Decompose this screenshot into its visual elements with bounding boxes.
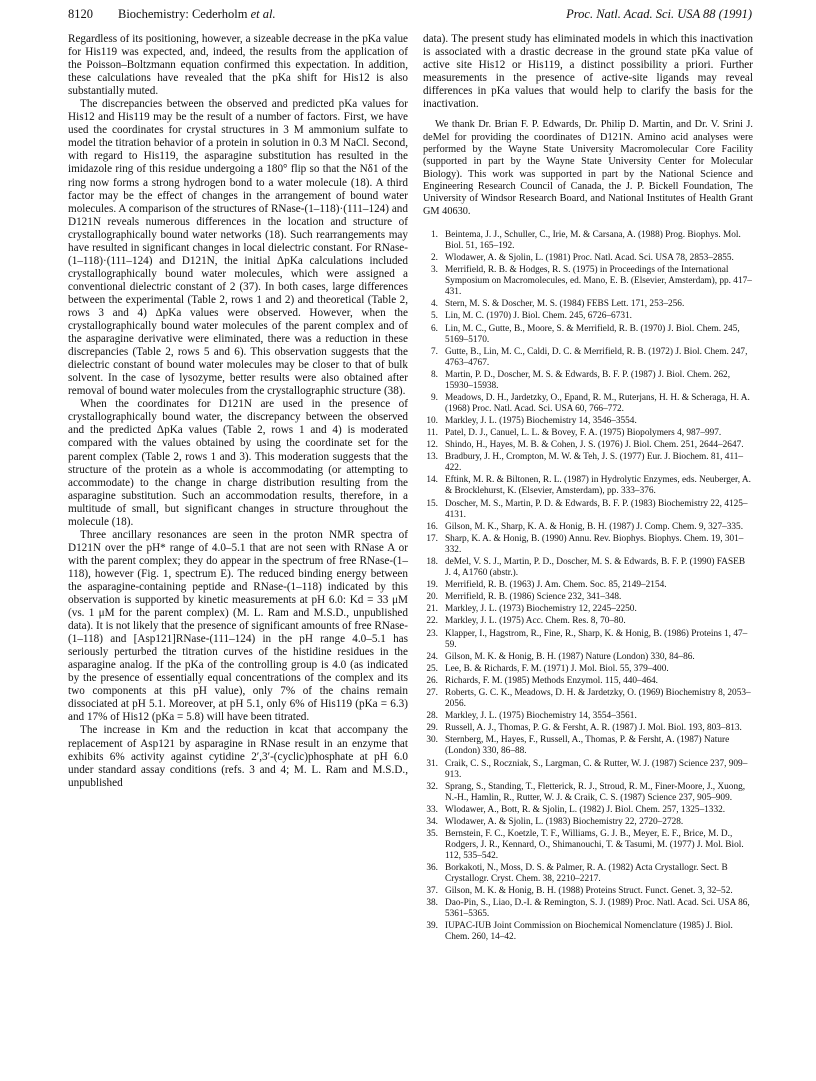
reference-number: 31. [426, 758, 438, 769]
reference-number: 18. [426, 556, 438, 567]
reference-text: Markley, J. L. (1975) Biochemistry 14, 3546–3554. [445, 415, 637, 426]
reference-item [423, 652, 753, 663]
reference-item [423, 499, 753, 521]
reference-text: Sharp, K. A. & Honig, B. (1990) Annu. Rev. Biophys. Biophys. Chem. 19, 301–332. [445, 533, 744, 555]
reference-item [423, 534, 753, 556]
reference-text: Wlodawer, A., Bott, R. & Sjolin, L. (1982) J. Biol. Chem. 257, 1325–1332. [445, 804, 726, 815]
journal-citation: Proc. Natl. Acad. Sci. USA 88 (1991) [566, 7, 752, 21]
reference-text: Klapper, I., Hagstrom, R., Fine, R., Sharp, K. & Honig, B. (1986) Proteins 1, 47–59. [445, 628, 748, 650]
reference-number: 10. [426, 415, 438, 426]
reference-number: 16. [426, 521, 438, 532]
reference-number: 28. [426, 711, 438, 722]
reference-item [423, 629, 753, 651]
left-column [68, 33, 408, 790]
reference-item [423, 311, 753, 322]
reference-text: IUPAC-IUB Joint Commission on Biochemical Nomenclature (1985) J. Biol. Chem. 260, 14–42. [445, 921, 733, 943]
reference-item [423, 370, 753, 392]
reference-text: Lee, B. & Richards, F. M. (1971) J. Mol. Biol. 55, 379–400. [445, 663, 669, 674]
reference-text: Markley, J. L. (1975) Acc. Chem. Res. 8, 70–80. [445, 616, 626, 627]
reference-text: Gilson, M. K. & Honig, B. H. (1987) Nature (London) 330, 84–86. [445, 651, 695, 662]
journal-section [118, 7, 276, 22]
reference-item [423, 863, 753, 885]
reference-item [423, 886, 753, 897]
reference-number: 9. [431, 392, 438, 403]
reference-text: Doscher, M. S., Martin, P. D. & Edwards, B. F. P. (1983) Biochemistry 22, 4125–4131. [445, 498, 748, 520]
reference-item [423, 324, 753, 346]
reference-item [423, 393, 753, 415]
reference-number: 7. [431, 346, 438, 357]
reference-item [423, 230, 753, 252]
reference-item [423, 921, 753, 943]
body-paragraph: The increase in Km and the reduction in kcat that accompany the replacement of Asp121 by asparagine in RNase result in an enzyme that exhibits 6% activity against cytidine 2′,3′-(cyclic)phosphate at pH 6.0 under standard assay conditions (refs. 3 and 4; M. L. Ram and M.S.D., unpublished [68, 724, 408, 789]
page-number: 8120 [68, 7, 93, 21]
reference-number: 24. [426, 651, 438, 662]
reference-text: Merrifield, R. B. & Hodges, R. S. (1975) in Proceedings of the International Symposium on Macromolecules, ed. Mano, E. B. (Elsevier, Amsterdam), pp. 417–431. [445, 265, 752, 298]
journal-author: Biochemistry: Cederholm [118, 7, 248, 21]
body-paragraph-continued: data). The present study has eliminated models in which this inactivation is associated with a drastic decrease in the ground state pKa value of active site His12 or His119, a distinct possibility a priori. Further measurements in the presence of active-site ligands may reveal differences in pKa values that would help to clarify the basis for the inactivation. [423, 33, 753, 111]
reference-number: 19. [426, 580, 438, 590]
reference-number: 29. [426, 723, 438, 734]
reference-text: Shindo, H., Hayes, M. B. & Cohen, J. S. (1976) J. Biol. Chem. 251, 2644–2647. [445, 440, 744, 451]
reference-item [423, 735, 753, 757]
reference-number: 11. [426, 428, 438, 439]
reference-list [423, 230, 753, 943]
reference-item [423, 898, 753, 920]
reference-item [423, 253, 753, 264]
reference-item [423, 805, 753, 816]
reference-number: 22. [426, 616, 438, 627]
reference-text: Lin, M. C. (1970) J. Biol. Chem. 245, 6726–6731. [445, 311, 632, 322]
reference-text: Dao-Pin, S., Liao, D.-I. & Remington, S. J. (1989) Proc. Natl. Acad. Sci. USA 86, 5361–5365. [445, 898, 750, 920]
reference-item [423, 299, 753, 310]
reference-text: Gilson, M. K., Sharp, K. A. & Honig, B. H. (1987) J. Comp. Chem. 9, 327–335. [445, 521, 744, 532]
reference-number: 12. [426, 440, 438, 451]
reference-number: 6. [431, 323, 438, 334]
reference-item [423, 580, 753, 591]
reference-number: 26. [426, 675, 438, 686]
reference-text: Craik, C. S., Roczniak, S., Largman, C. & Rutter, W. J. (1987) Science 237, 909–913. [445, 758, 748, 780]
reference-item [423, 416, 753, 427]
reference-text: Roberts, G. C. K., Meadows, D. H. & Jardetzky, O. (1969) Biochemistry 8, 2053–2056. [445, 688, 751, 710]
reference-item [423, 522, 753, 533]
reference-text: Merrifield, R. B. (1963) J. Am. Chem. Soc. 85, 2149–2154. [445, 580, 667, 590]
body-paragraph: The discrepancies between the observed and predicted pKa values for His12 and His119 may be the result of a number of factors. First, we have used the coordinates for crystal structures in 3 M ammonium sulfate to model the titration behavior of a protein in solution in 0.3 M NaCl. Second, with regard to His119, the asparagine substitution has resulted in the imidazole ring of this residue undergoing a 180° flip so that the Nδ1 of the ring now forms a strong hydrogen bond to a water molecule (18). A third factor may be the effect of changes in the arrangement of bound water molecules. A comparison of the structures of RNase-(1–118)·(111–124) and D121N reveals numerous differences in the location and structure of crystallographically bound water networks (18). Such rearrangements may have resulted in significant changes in local dielectric constant. For RNase-(1–118)·(111–124) and D121N, the initial ΔpKa calculations included crystallographically bound water molecules, which were assigned a conventional dielectric constant of 2 (37). In both cases, large differences between the experimental (Table 2, rows 1 and 2) and theoretical (Table 2, rows 3 and 4) ΔpKa values were observed. However, when the crystallographically bound water molecules of the parent complex and of the asparagine derivative were eliminated, there was a reduction in these discrepancies (Table 2, rows 5 and 6). This observation suggests that the dielectric constant of bound water molecules may be closer to that of bulk solvent. In the case of lysozyme, better results were also obtained after removal of bound water molecules from the crystallographic structure (38). [68, 98, 408, 398]
reference-number: 1. [431, 230, 438, 241]
reference-text: Sprang, S., Standing, T., Fletterick, R. J., Stroud, R. M., Finer-Moore, J., Xuong, N.-H., Hamlin, R., Rutter, W. J. & Craik, C. S. (1987) Science 237, 905–909. [445, 781, 746, 803]
reference-number: 36. [426, 863, 438, 874]
reference-item [423, 265, 753, 298]
reference-text: Richards, F. M. (1985) Methods Enzymol. 115, 440–464. [445, 675, 658, 686]
reference-number: 35. [426, 829, 438, 840]
reference-item [423, 604, 753, 615]
reference-text: Martin, P. D., Doscher, M. S. & Edwards, B. F. P. (1987) J. Biol. Chem. 262, 15930–15938. [445, 369, 731, 391]
journal-etal: et al. [250, 7, 276, 21]
reference-text: Stern, M. S. & Doscher, M. S. (1984) FEBS Lett. 171, 253–256. [445, 299, 685, 310]
reference-number: 27. [426, 688, 438, 699]
reference-item [423, 676, 753, 687]
reference-text: Wlodawer, A. & Sjolin, L. (1983) Biochemistry 22, 2720–2728. [445, 816, 684, 827]
reference-text: Lin, M. C., Gutte, B., Moore, S. & Merrifield, R. B. (1970) J. Biol. Chem. 245, 5169–5170. [445, 323, 740, 345]
reference-text: Gilson, M. K. & Honig, B. H. (1988) Proteins Struct. Funct. Genet. 3, 32–52. [445, 886, 733, 897]
reference-item [423, 782, 753, 804]
reference-number: 14. [426, 475, 438, 486]
reference-number: 34. [426, 816, 438, 827]
reference-number: 13. [426, 452, 438, 463]
reference-item [423, 428, 753, 439]
reference-number: 17. [426, 533, 438, 544]
reference-item [423, 829, 753, 862]
reference-number: 37. [426, 886, 438, 897]
reference-number: 39. [426, 921, 438, 932]
reference-text: Markley, J. L. (1975) Biochemistry 14, 3554–3561. [445, 711, 637, 722]
reference-number: 23. [426, 628, 438, 639]
reference-item [423, 440, 753, 451]
reference-number: 38. [426, 898, 438, 909]
reference-number: 4. [431, 299, 438, 310]
reference-text: Gutte, B., Lin, M. C., Caldi, D. C. & Merrifield, R. B. (1972) J. Biol. Chem. 247, 4763–4767. [445, 346, 748, 368]
reference-number: 25. [426, 663, 438, 674]
reference-text: Beintema, J. J., Schuller, C., Irie, M. & Carsana, A. (1988) Prog. Biophys. Mol. Biol. 51, 165–192. [445, 230, 741, 251]
reference-item [423, 592, 753, 603]
body-paragraph: Three ancillary resonances are seen in the proton NMR spectra of D121N over the pH* range of 4.0–5.1 that are not seen with RNase A or with the parent complex; they do appear in the spectrum of free RNase-(1–118), however (Fig. 1, spectrum E). The reduced binding energy between the asparagine-containing peptide and RNase-(1–118) indicated by this observation is supported by kinetic measurements at pH 6.0: Kd = 33 μM (vs. 1 μM for the parent complex) (M. L. Ram and M.S.D., unpublished data). It is not likely that the presence of significant amounts of free RNase-(1–118) and [Asp121]RNase-(111–124) in the pH range 4.0–5.1 has seriously perturbed the titration curves of the histidine residues in the asparagine analog. If the pKa of the controlling group is 4.0 (as indicated by the presence of essentially equal concentrations of the complex and its two components at this pH value), only 7% of the chains remain dissociated at pH 5.1. Moreover, at pH 5.1, only 6% of His119 (pKa = 6.3) and 17% of His12 (pKa = 5.8) will have been titrated. [68, 528, 408, 724]
reference-text: Patel, D. J., Canuel, L. L. & Bovey, F. A. (1975) Biopolymers 4, 987–997. [445, 428, 722, 439]
body-paragraph: When the coordinates for D121N are used in the presence of crystallographically bound water, the discrepancy between the observed and the predicted ΔpKa values (Table 2, rows 1 and 4) is moderated compared with the values obtained by using the coordinate set for the parent complex (Table 2, rows 1 and 3). This moderation suggests that the structure of the protein as a whole is accommodating (or attempting to accommodate) to the change in charge distribution resulting from the asparagine substitution. Such an accommodation results, therefore, in a multitude of small, but significant changes in structure throughout the molecule (18). [68, 398, 408, 528]
reference-number: 15. [426, 498, 438, 509]
reference-item [423, 475, 753, 497]
reference-text: Markley, J. L. (1973) Biochemistry 12, 2245–2250. [445, 604, 637, 615]
reference-text: Russell, A. J., Thomas, P. G. & Fersht, A. R. (1987) J. Mol. Biol. 193, 803–813. [445, 723, 742, 734]
reference-item [423, 688, 753, 710]
reference-text: Merrifield, R. B. (1986) Science 232, 341–348. [445, 592, 622, 603]
reference-number: 2. [431, 253, 438, 264]
reference-number: 32. [426, 781, 438, 792]
right-column [423, 33, 753, 944]
reference-item [423, 759, 753, 781]
reference-number: 20. [426, 592, 438, 603]
reference-text: Bradbury, J. H., Crompton, M. W. & Teh, J. S. (1977) Eur. J. Biochem. 81, 411–422. [445, 452, 744, 474]
reference-number: 5. [431, 311, 438, 322]
reference-text: Bernstein, F. C., Koetzle, T. F., Williams, G. J. B., Meyer, E. F., Brice, M. D., Rodgers, J. R., Kennard, O., Shimanouchi, T. & Tasumi, M. (1977) J. Mol. Biol. 112, 535–542. [445, 829, 744, 861]
reference-number: 30. [426, 735, 438, 746]
reference-number: 21. [426, 604, 438, 615]
reference-text: Sternberg, M., Hayes, F., Russell, A., Thomas, P. & Fersht, A. (1987) Nature (London) 330, 86–88. [445, 735, 730, 757]
reference-text: Meadows, D. H., Jardetzky, O., Epand, R. M., Ruterjans, H. H. & Scheraga, H. A. (1968) Proc. Natl. Acad. Sci. USA 60, 766–772. [445, 392, 750, 414]
reference-number: 8. [431, 369, 438, 380]
reference-text: Eftink, M. R. & Biltonen, R. L. (1987) in Hydrolytic Enzymes, eds. Neuberger, A. & Brocklehurst, K. (Elsevier, Amsterdam), pp. 333–376. [445, 475, 751, 497]
reference-item [423, 664, 753, 675]
body-paragraph: Regardless of its positioning, however, a sizeable decrease in the pKa value for His119 was expected, and, indeed, the results from the application of the Poisson–Boltzmann equation confirmed this expectation. In addition, these calculations have revealed that the pKa shift for His12 is also substantially muted. [68, 33, 408, 98]
reference-item [423, 616, 753, 627]
reference-text: Borkakoti, N., Moss, D. S. & Palmer, R. A. (1982) Acta Crystallogr. Sect. B Crystallogr. Cryst. Chem. 38, 2210–2217. [445, 863, 728, 885]
reference-item [423, 557, 753, 579]
reference-item [423, 452, 753, 474]
reference-text: deMel, V. S. J., Martin, P. D., Doscher, M. S. & Edwards, B. F. P. (1990) FASEB J. 4, A1760 (abstr.). [445, 556, 746, 578]
reference-item [423, 723, 753, 734]
reference-item [423, 347, 753, 369]
running-header [68, 7, 752, 23]
reference-item [423, 711, 753, 722]
acknowledgments: We thank Dr. Brian F. P. Edwards, Dr. Philip D. Martin, and Dr. V. Srini J. deMel for providing the coordinates of D121N. Amino acid analyses were performed by the Wayne State University Macromolecular Core Facility (supported in part by the Wayne State University Center for Molecular Biology). This work was supported in part by the National Science and Engineering Research Council of Canada, the J. P. Bickell Foundation, The University of Windsor Research Board, and National Institutes of Health Grant GM 40630. [423, 119, 753, 217]
reference-number: 33. [426, 804, 438, 815]
reference-item [423, 817, 753, 828]
reference-number: 3. [431, 265, 438, 276]
reference-text: Wlodawer, A. & Sjolin, L. (1981) Proc. Natl. Acad. Sci. USA 78, 2853–2855. [445, 253, 734, 264]
